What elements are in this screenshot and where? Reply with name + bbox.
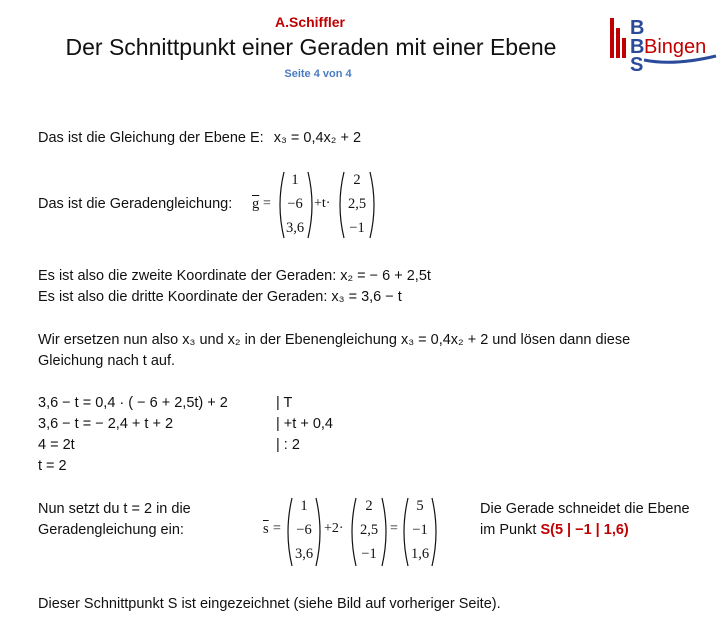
s-dir-x: 2 xyxy=(365,498,373,514)
insert-line-1: Nun setzt du t = 2 in die xyxy=(38,501,191,517)
result-prefix: im Punkt xyxy=(480,522,541,538)
calc-eq-2: 3,6 − t = − 2,4 + t + 2 xyxy=(38,416,174,432)
logo-letter-s: S xyxy=(630,54,644,74)
result-z: 1,6 xyxy=(410,546,430,562)
plane-equation: x₃ = 0,4x₂ + 2 xyxy=(273,130,362,146)
s-dir-z: −1 xyxy=(361,546,377,562)
logo-letter-b2: B xyxy=(630,36,645,58)
plane-equation-line xyxy=(38,128,361,148)
s-vector: $\overline{s}$ xyxy=(263,521,269,537)
dir-u-x: 2 xyxy=(353,172,361,188)
line-equals: = xyxy=(263,196,271,211)
footer-note: Dieser Schnittpunkt S ist eingezeichnet (siehe Bild auf vorheriger Seite). xyxy=(38,596,501,612)
plane-intro: Das ist die Gleichung der Ebene E: xyxy=(38,130,264,146)
result-x: 5 xyxy=(416,498,424,514)
calc-eq-1: 3,6 − t = 0,4 · ( − 6 + 2,5t) + 2 xyxy=(38,395,228,411)
calc-eq-4: t = 2 xyxy=(38,458,67,474)
s-dir-y: 2,5 xyxy=(359,522,379,538)
logo-letter-b1: B xyxy=(630,17,645,39)
calc-op-2: | +t + 0,4 xyxy=(276,416,333,432)
intersection-point: S(5 | −1 | 1,6) xyxy=(540,522,629,538)
coordinate-2: Es ist also die zweite Koordinate der Geraden: x₂ = − 6 + 2,5t xyxy=(38,268,431,284)
result-line-1: Die Gerade schneidet die Ebene xyxy=(480,501,690,517)
logo-text: Bingen xyxy=(644,36,707,58)
s-point-z: 3,6 xyxy=(294,546,314,562)
point-a-x: 1 xyxy=(291,172,299,188)
calc-eq-3: 4 = 2t xyxy=(38,437,75,453)
result-y: −1 xyxy=(412,522,428,538)
line-vector-g: $\overline{g}$ xyxy=(252,196,260,212)
page-title: Der Schnittpunkt einer Geraden mit einer Ebene xyxy=(65,34,557,60)
substitution-line-2: Gleichung nach t auf. xyxy=(38,353,176,369)
point-a-z: 3,6 xyxy=(285,220,305,236)
point-a-y: −6 xyxy=(287,196,303,212)
s-plus-2: +2· xyxy=(324,521,344,536)
substitution-line-1: Wir ersetzen nun also x₃ und x₂ in der Ebenengleichung x₃ = 0,4x₂ + 2 und lösen dann diese xyxy=(38,332,631,348)
s-point-y: −6 xyxy=(296,522,312,538)
line-plus-t: +t· xyxy=(314,196,331,211)
calc-op-3: | : 2 xyxy=(276,437,300,453)
calc-op-1: | T xyxy=(276,395,293,411)
s-point-x: 1 xyxy=(300,498,308,514)
page-number: Seite 4 von 4 xyxy=(284,68,352,80)
bbs-bingen-logo xyxy=(604,14,724,74)
dir-u-y: 2,5 xyxy=(347,196,367,212)
author: A.Schiffler xyxy=(274,14,345,30)
s-equals: = xyxy=(273,521,281,536)
s-equals-2: = xyxy=(390,521,398,536)
line-intro: Das ist die Geradengleichung: xyxy=(38,196,233,212)
dir-u-z: −1 xyxy=(349,220,365,236)
insert-line-2: Geradengleichung ein: xyxy=(38,522,184,538)
coordinate-3: Es ist also die dritte Koordinate der Geraden: x₃ = 3,6 − t xyxy=(38,289,402,305)
result-line-2 xyxy=(480,520,629,540)
